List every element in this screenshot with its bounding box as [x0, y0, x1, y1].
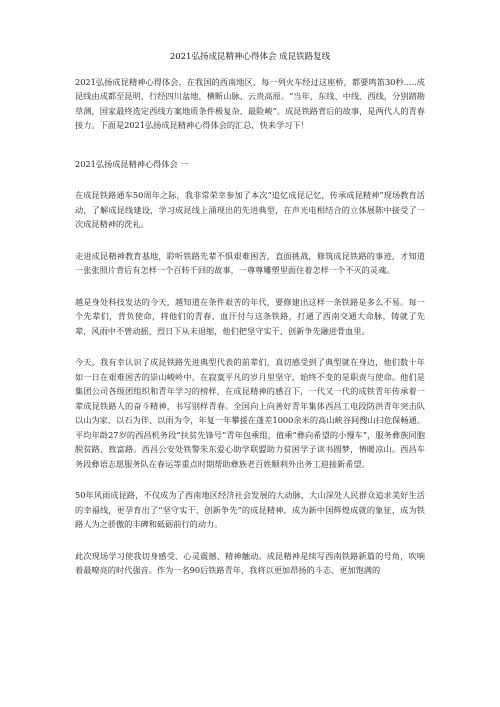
document-title: 2021弘扬成昆精神心得体会 成昆铁路复线	[169, 52, 331, 62]
body-paragraph-4: 今天，我有幸认识了成昆铁路先进典型代表的前辈们，真切感受到了典型就在身边，他们数十年如一日在艰难困苦的崇山峻岭中，在寂寞平凡的岁月里坚守，始终不变的是职责与使命。他们是集团公司各级团组织和青年学习的榜样，在成昆精神的感召下，一代又一代的成铁青年传承着一辈成昆铁路人的奋斗精神，书写别样青春。全国向上向善好青年集体西昌工电段防洪青年突击队以山为家、以石为伴、以雨为令，年复一年攀援在蓬差1000余米的高山峡谷间搜山扫危保畅通。平均年龄27岁的西昌机务段“扶贫先锋号”青年包乘组，值乘“彝向希望的小慢车”，服务彝族同胞脱贫路、致富路。西昌公安处铁警朱东爱心助学联盟助力贫困学子读书圆梦，情暖凉山。西昌车务段彝语志愿服务队在春运等重点时期帮助彝族老百姓顺利外出务工迎接新希望。	[75, 357, 425, 469]
body-paragraph-6: 此次现场学习使我切身感受、心灵震撼、精神触动。成昆精神是续写西南铁路新篇的号角，吹响着最嘹亮的时代强音。作为一名90后铁路青年，我将以更加昂扬的斗志、更加饱满的	[75, 550, 425, 575]
section-heading: 2021弘扬成昆精神心得体会 一	[75, 158, 189, 169]
body-paragraph-1: 在成昆铁路通车50周年之际，我非常荣幸参加了本次“追忆成昆记忆，传承成昆精神”现场教育活动，了解成昆线建设，学习成昆线上涌现出的先进典型，在声光电相结合的立体展陈中接受了一次成昆精神的洗礼。	[75, 190, 425, 229]
body-paragraph-2: 走进成昆精神教育基地，聆听铁路先辈不惧艰难困苦，直面挑战，修筑成昆铁路的事迹，才知道一张张照片背后有怎样一个百转千回的故事，一尊尊雕塑里面住着怎样一个不灭的灵魂。	[75, 250, 425, 275]
body-paragraph-3: 越是身处科技发达的今天，越知道在条件艰苦的年代，要修建出这样一条铁路是多么不易。每一个先辈们，背负使命，将他们的青春、血汗付与这条铁路，打通了西南交通大命脉，铸就了先辈，风雨中不曾动摇，烈日下从未退缩，他们把坚守实干、创新争先融进骨血里。	[75, 296, 425, 336]
intro-paragraph: 2021弘扬成昆精神心得体会，在我国的西南地区，每一列火车经过这座桥，都要鸣笛30秒.....成昆线由成都至昆明，行经四川盆地，横断山脉、云贵高原。“当年，东线、中线、西线，分别踏勘草测，国家最终选定西线方案地质条件极复杂、最险峻”。成昆铁路背后的故事，是两代人的青春接力。下面是2021弘扬成昆精神心得体会的汇总，快来学习下！	[75, 76, 425, 130]
body-paragraph-5: 50年风雨成昆路，不仅成为了西南地区经济社会发展的大动脉，大山深处人民群众追求美好生活的幸福线，更孕育出了“坚守实干、创新争先”的成昆精神，成为新中国辉煌成就的象征，成为铁路人为之骄傲的丰碑和砥砺前行的动力。	[75, 490, 425, 529]
